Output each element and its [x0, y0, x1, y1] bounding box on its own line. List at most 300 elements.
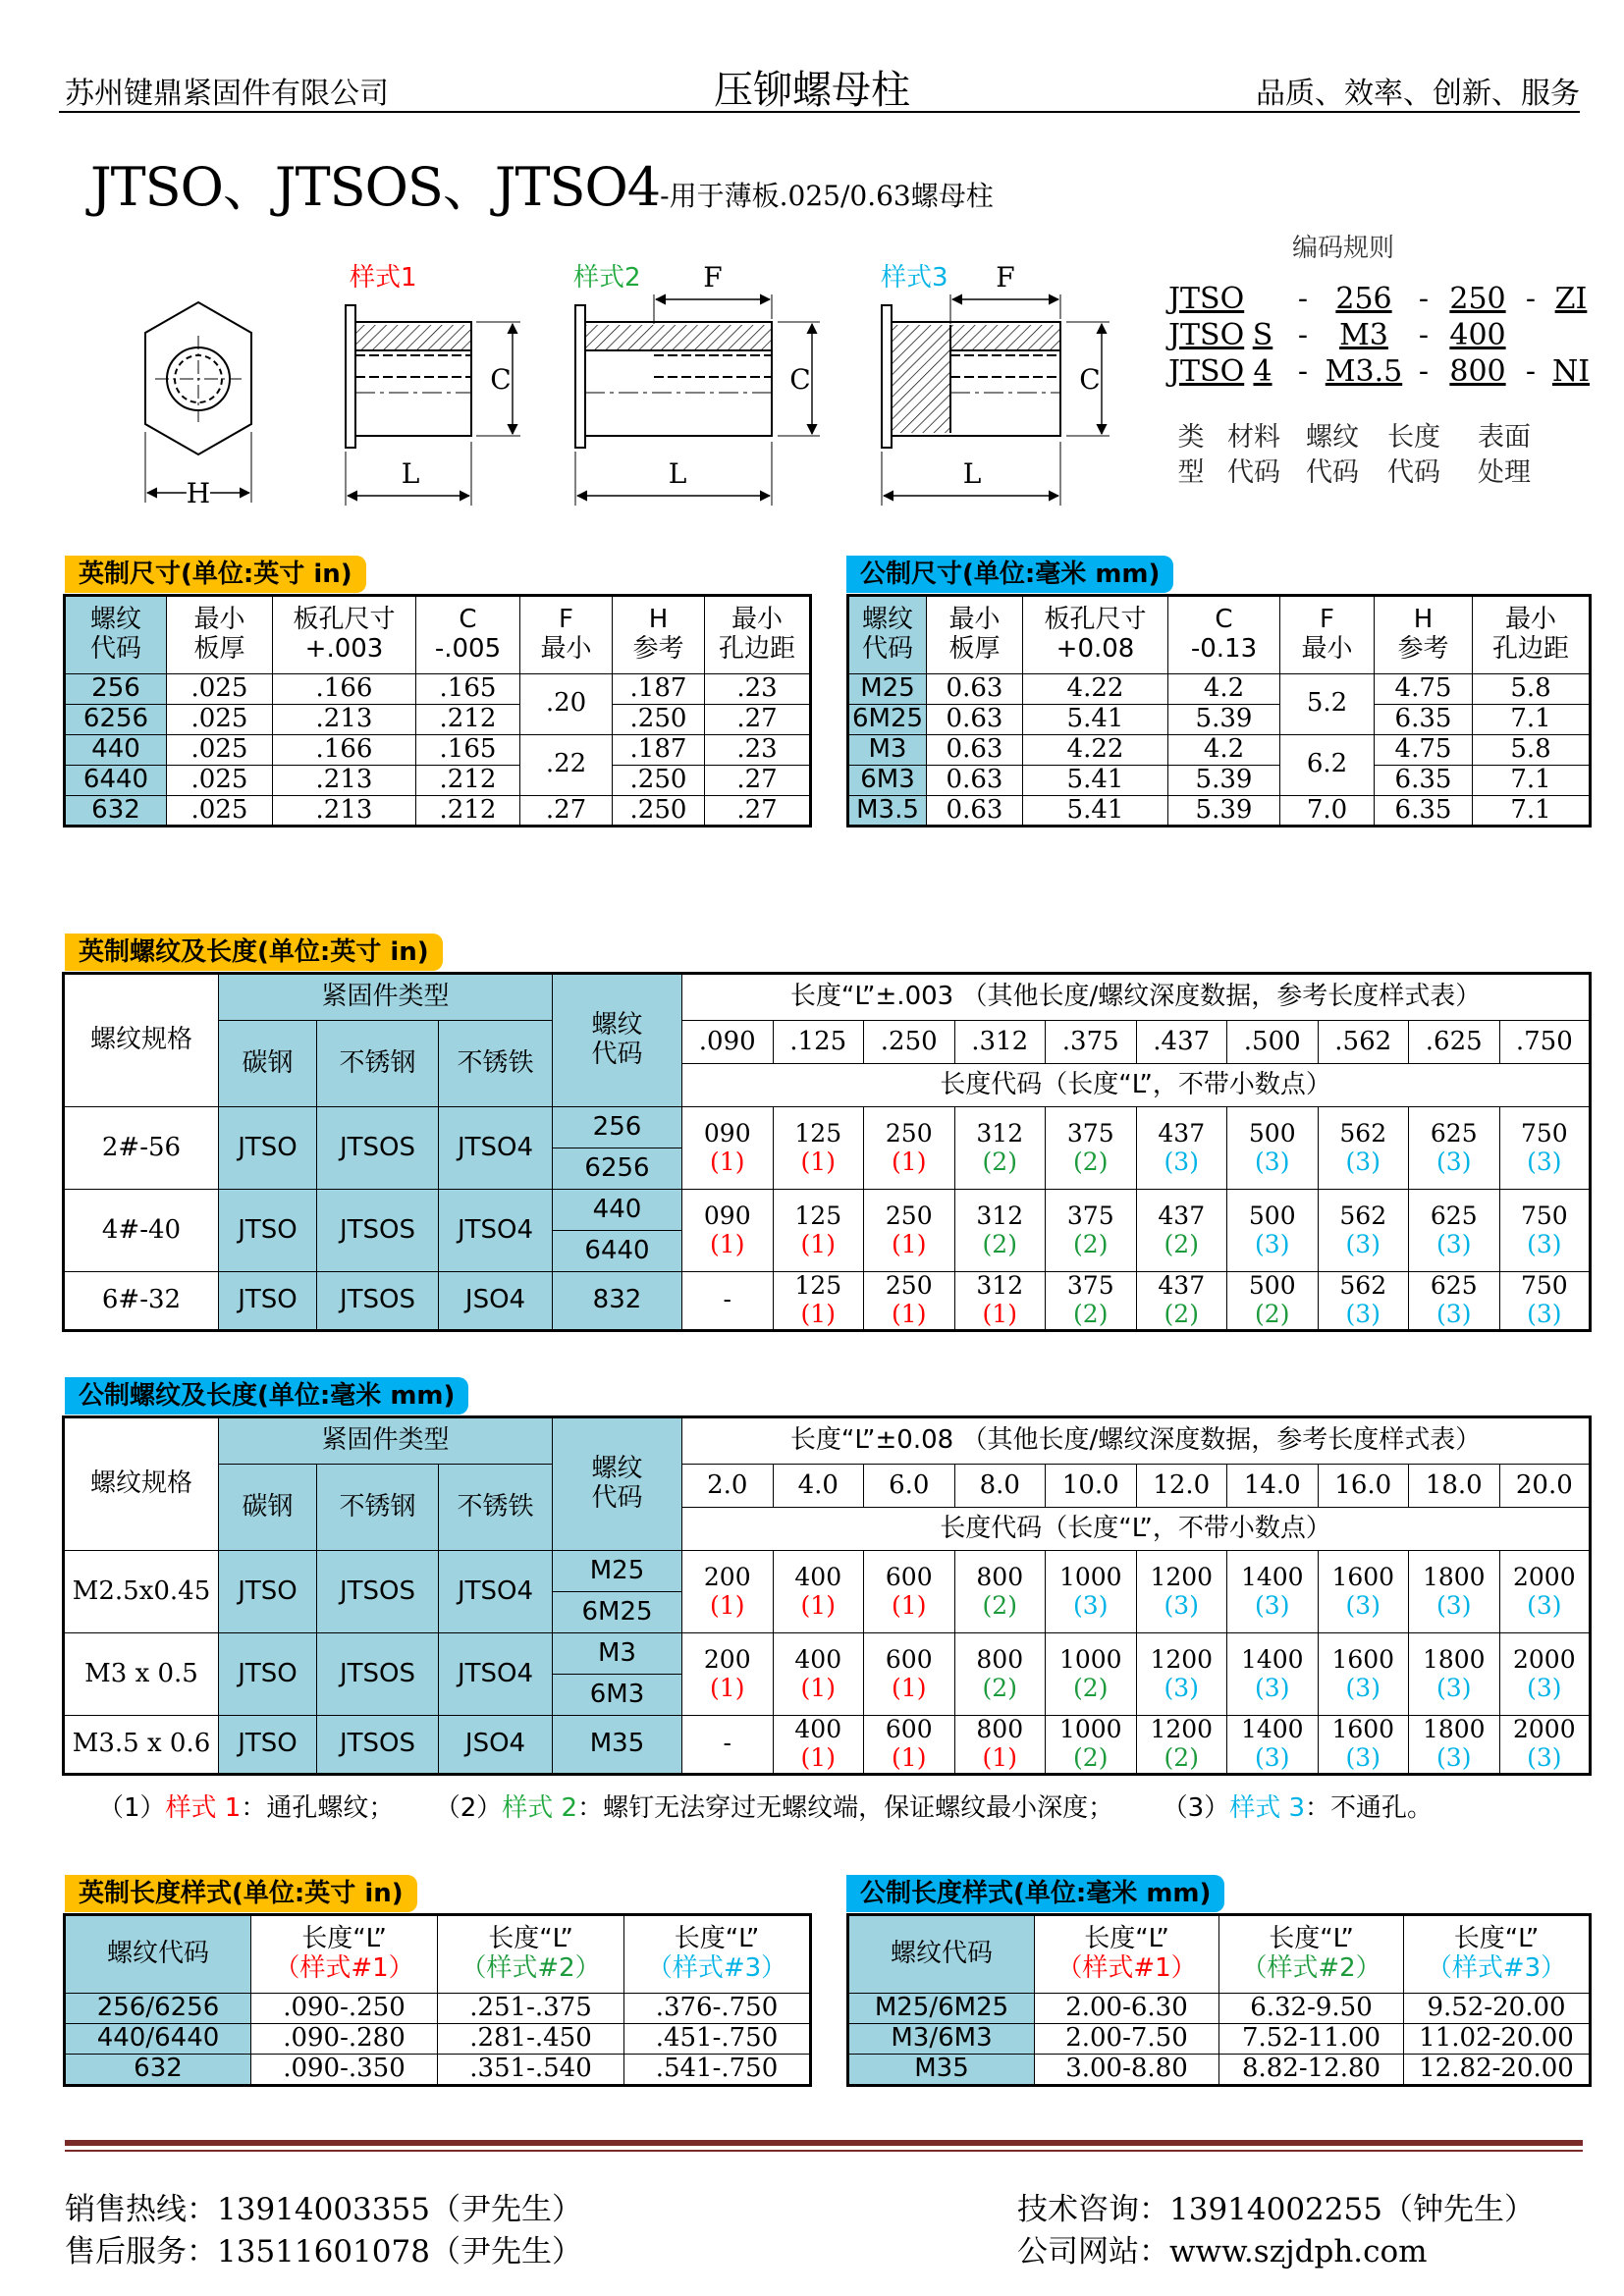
- length-code-header: 长度代码（长度“L”，不带小数点）: [682, 1064, 1591, 1107]
- style-marker: (1): [800, 1742, 836, 1772]
- code-caption-line: 型: [1177, 457, 1205, 488]
- length-code: 800: [976, 1644, 1024, 1674]
- style-marker: (3): [1527, 1742, 1562, 1772]
- table-cell: 0.63: [927, 674, 1023, 705]
- style-marker: (3): [1436, 1742, 1472, 1772]
- length-code-cell: [1136, 1716, 1227, 1775]
- code-token: -: [1525, 282, 1537, 316]
- style-marker: (3): [1073, 1590, 1109, 1620]
- code-token: M3.5: [1325, 354, 1403, 389]
- table-row: [848, 704, 1591, 734]
- table-cell: 0.63: [927, 795, 1023, 827]
- length-code: -: [723, 1729, 731, 1758]
- table-row: [64, 1190, 1591, 1231]
- length-code: 1800: [1422, 1562, 1486, 1591]
- header-line: 孔边距: [718, 634, 795, 664]
- style3-side-view: [882, 294, 1110, 506]
- stainless-iron-type: JSO4: [439, 1272, 553, 1331]
- header-line: 参考: [1397, 634, 1449, 664]
- length-code: 562: [1339, 1201, 1387, 1230]
- code-token: 256: [1335, 282, 1392, 316]
- length-value: .250: [864, 1021, 955, 1064]
- table-cell: 6.35: [1375, 795, 1473, 827]
- header-line: 长度“L”: [488, 1924, 573, 1954]
- table-cell: .187: [613, 674, 705, 705]
- style-marker: (2): [1255, 1299, 1290, 1328]
- length-code-cell: [1409, 1633, 1500, 1716]
- length-code: 1400: [1240, 1715, 1304, 1743]
- stainless-type: JTSOS: [317, 1107, 439, 1190]
- length-code: 2000: [1513, 1715, 1576, 1743]
- style-marker: (3): [1527, 1673, 1562, 1702]
- spec-header: 螺纹规格: [64, 974, 219, 1107]
- header-line: C: [1215, 605, 1233, 635]
- length-code-cell: [1227, 1272, 1319, 1331]
- length-code: 1400: [1240, 1562, 1304, 1591]
- style-marker: (3): [1527, 1229, 1562, 1258]
- length-code-cell: [954, 1633, 1046, 1716]
- table-cell: 5.8: [1473, 674, 1591, 705]
- code-caption-line: 螺纹: [1306, 422, 1359, 453]
- table-cell: .250: [613, 704, 705, 734]
- carbon-type: JTSO: [219, 1107, 317, 1190]
- length-code: 500: [1248, 1118, 1296, 1148]
- length-code: 750: [1520, 1118, 1568, 1148]
- code-line-1: [1168, 318, 1593, 352]
- header-cell: [65, 596, 167, 674]
- table-row: [64, 1551, 1591, 1592]
- table-row: [65, 704, 811, 734]
- slogan: 品质、效率、创新、服务: [1256, 77, 1580, 111]
- style-marker: (3): [1164, 1590, 1199, 1620]
- metric-lstyle-table: [846, 1913, 1592, 2087]
- style-marker: (1): [892, 1229, 927, 1258]
- dim-h: H: [186, 477, 211, 509]
- imperial-dims-table: [63, 594, 812, 828]
- header-line: 螺纹: [89, 605, 141, 635]
- length-code-cell: [864, 1107, 955, 1190]
- imperial-thread-table: [62, 972, 1592, 1332]
- table-cell: .27: [705, 795, 811, 827]
- dim-c-1: C: [490, 363, 512, 396]
- table-row: [65, 2023, 811, 2054]
- carbon-header: 碳钢: [219, 1465, 317, 1551]
- f-cell: 7.0: [1280, 795, 1375, 827]
- style-name: （样式#2）: [460, 1953, 601, 1983]
- note3-num: （3）: [1162, 1793, 1230, 1823]
- thread-spec: M3 x 0.5: [64, 1633, 219, 1716]
- style-marker: (1): [800, 1229, 836, 1258]
- table-cell: 6.35: [1375, 704, 1473, 734]
- web-label: 公司网站：: [1017, 2234, 1169, 2269]
- table-cell: 2.00-6.30: [1035, 1994, 1219, 2024]
- code-caption-line: 代码: [1306, 457, 1359, 488]
- table-row: [848, 765, 1591, 795]
- length-code-cell: [864, 1716, 955, 1775]
- header-cell: [416, 596, 520, 674]
- table-cell: .541-.750: [624, 2054, 811, 2085]
- code-token: S: [1252, 318, 1273, 352]
- style-marker: (3): [1527, 1590, 1562, 1620]
- header-row: [65, 596, 811, 674]
- length-code-cell: [1136, 1272, 1227, 1331]
- header-cell: [927, 596, 1023, 674]
- table-cell: 440/6440: [65, 2023, 251, 2054]
- style-marker: (3): [1436, 1147, 1472, 1176]
- footer-divider: [65, 2140, 1583, 2146]
- table-cell: .212: [416, 704, 520, 734]
- table-row: [65, 674, 811, 705]
- length-value: 18.0: [1409, 1465, 1500, 1508]
- table-cell: .250: [613, 765, 705, 795]
- header-line: 最小: [731, 605, 783, 635]
- header-line: 最小: [1301, 634, 1353, 664]
- style-marker: (3): [1527, 1147, 1562, 1176]
- carbon-header: 碳钢: [219, 1021, 317, 1107]
- length-value: 4.0: [773, 1465, 864, 1508]
- length-code: 250: [885, 1118, 933, 1148]
- metric-dims-table: [846, 594, 1592, 828]
- type-header: 紧固件类型: [219, 974, 553, 1021]
- style-marker: (3): [1436, 1299, 1472, 1328]
- code-caption-line: 材料: [1227, 422, 1280, 453]
- table-row: [64, 1716, 1591, 1775]
- table-cell: 440: [65, 734, 167, 765]
- thread-code: 6440: [553, 1231, 682, 1272]
- table-cell: .090-.280: [251, 2023, 438, 2054]
- style-marker: (3): [1345, 1742, 1380, 1772]
- style-marker: (1): [982, 1742, 1017, 1772]
- sales-hotline: [65, 2184, 582, 2228]
- header-line: C: [459, 605, 477, 635]
- length-code: 1400: [1240, 1644, 1304, 1674]
- thread-code: 6M25: [553, 1592, 682, 1633]
- style-marker: (2): [1164, 1742, 1199, 1772]
- note1-num: （1）: [98, 1793, 166, 1823]
- code-token: 4: [1253, 354, 1272, 389]
- thread-spec: 6#-32: [64, 1272, 219, 1331]
- length-code-cell: [1499, 1107, 1591, 1190]
- table-cell: 7.1: [1473, 765, 1591, 795]
- style-marker: (3): [1255, 1590, 1290, 1620]
- style-name: （样式#1）: [1056, 1953, 1197, 1983]
- style-marker: (1): [800, 1673, 836, 1702]
- length-value: .375: [1046, 1021, 1137, 1064]
- stainless-header: 不锈钢: [317, 1021, 439, 1107]
- company-name: 苏州键鼎紧固件有限公司: [65, 77, 389, 111]
- length-code-cell: [1409, 1107, 1500, 1190]
- table-cell: .212: [416, 765, 520, 795]
- lengths-row: [64, 1021, 1591, 1064]
- length-code-cell: [682, 1190, 774, 1272]
- length-code-cell: [1046, 1190, 1137, 1272]
- length-code: 1600: [1331, 1644, 1395, 1674]
- length-code-cell: [773, 1272, 864, 1331]
- style-marker: (2): [1164, 1229, 1199, 1258]
- carbon-type: JTSO: [219, 1716, 317, 1775]
- length-code-cell: [954, 1107, 1046, 1190]
- table-row: [64, 1272, 1591, 1331]
- length-code: 800: [976, 1715, 1024, 1743]
- stainless-header: 不锈钢: [317, 1465, 439, 1551]
- length-value: .312: [954, 1021, 1046, 1064]
- style-name: （样式#3）: [646, 1953, 787, 1983]
- stainless-iron-type: JTSO4: [439, 1190, 553, 1272]
- header-cell: [613, 596, 705, 674]
- length-code-cell: [682, 1551, 774, 1633]
- header-cell: [1168, 596, 1280, 674]
- stainless-iron-type: JTSO4: [439, 1551, 553, 1633]
- table-cell: 11.02-20.00: [1404, 2023, 1591, 2054]
- f-cell: .20: [520, 674, 613, 735]
- table-cell: .165: [416, 734, 520, 765]
- code-line-2: [1168, 354, 1593, 389]
- length-code: 500: [1248, 1201, 1296, 1230]
- length-code: 625: [1430, 1201, 1478, 1230]
- length-code-cell: [682, 1272, 774, 1331]
- length-code: 1000: [1058, 1644, 1122, 1674]
- length-code-cell: [1046, 1716, 1137, 1775]
- hex-top-view: [145, 302, 251, 503]
- length-value: .500: [1227, 1021, 1319, 1064]
- length-code-cell: [682, 1716, 774, 1775]
- length-code: 312: [976, 1118, 1024, 1148]
- length-code-cell: [1046, 1633, 1137, 1716]
- length-code-cell: [682, 1633, 774, 1716]
- length-value: .625: [1409, 1021, 1500, 1064]
- dim-c-3: C: [1079, 363, 1101, 396]
- length-code: 375: [1066, 1118, 1114, 1148]
- imperial-dims-label: 英制尺寸(单位:英寸 in): [65, 556, 366, 593]
- length-code: 600: [885, 1644, 933, 1674]
- header-line: 代码: [591, 1483, 643, 1513]
- code-line-0: [1168, 282, 1593, 316]
- code-caption-2: [1298, 420, 1367, 491]
- style1-side-view: [346, 305, 520, 506]
- sales-value: 13914003355（尹先生）: [217, 2192, 582, 2227]
- table-cell: 0.63: [927, 704, 1023, 734]
- style-marker: (2): [1073, 1673, 1109, 1702]
- style-marker: (1): [892, 1147, 927, 1176]
- header-line: 螺纹: [861, 605, 913, 635]
- table-row: [848, 674, 1591, 705]
- length-code: 2000: [1513, 1644, 1576, 1674]
- thread-spec: M3.5 x 0.6: [64, 1716, 219, 1775]
- thread-spec: 4#-40: [64, 1190, 219, 1272]
- thread-code: M35: [553, 1716, 682, 1775]
- style-marker: (3): [1255, 1673, 1290, 1702]
- table-cell: .376-.750: [624, 1994, 811, 2024]
- table-cell: .025: [167, 674, 273, 705]
- code-caption-1: [1219, 420, 1288, 491]
- length-code-cell: [682, 1107, 774, 1190]
- header-line: 孔边距: [1491, 634, 1569, 664]
- length-code: 400: [794, 1644, 842, 1674]
- code-header: 螺纹代码: [848, 1915, 1035, 1994]
- length-code: 600: [885, 1562, 933, 1591]
- style-marker: (3): [1527, 1299, 1562, 1328]
- length-code-cell: [954, 1272, 1046, 1331]
- code-header: [553, 974, 682, 1107]
- length-header: 长度“L”±.003 （其他长度/螺纹深度数据，参考长度样式表）: [682, 974, 1591, 1021]
- length-code-cell: [864, 1272, 955, 1331]
- spec-header: 螺纹规格: [64, 1417, 219, 1551]
- length-code: 437: [1158, 1271, 1206, 1300]
- style-marker: (1): [710, 1147, 745, 1176]
- header-line: -0.13: [1190, 634, 1258, 664]
- length-code: -: [723, 1285, 731, 1314]
- header-line: 板孔尺寸: [293, 605, 396, 635]
- table-cell: .23: [705, 734, 811, 765]
- table-cell: M3.5: [848, 795, 927, 827]
- metric-dims-label: 公制尺寸(单位:毫米 mm): [846, 556, 1173, 593]
- code-rules-title: 编码规则: [1292, 234, 1395, 263]
- length-code: 562: [1339, 1271, 1387, 1300]
- header-line: F: [559, 605, 573, 635]
- code-token: 250: [1449, 282, 1506, 316]
- length-code: 625: [1430, 1118, 1478, 1148]
- f-cell: 6.2: [1280, 734, 1375, 795]
- length-code-cell: [1409, 1190, 1500, 1272]
- length-code-cell: [1318, 1107, 1409, 1190]
- thread-code: 6256: [553, 1148, 682, 1190]
- code-caption-line: 代码: [1387, 457, 1440, 488]
- style-marker: (3): [1436, 1673, 1472, 1702]
- length-code: 1000: [1058, 1562, 1122, 1591]
- table-row: [65, 1994, 811, 2024]
- style-name: （样式#3）: [1426, 1953, 1567, 1983]
- style-marker: (3): [1345, 1673, 1380, 1702]
- length-code: 1600: [1331, 1715, 1395, 1743]
- length-code: 125: [794, 1201, 842, 1230]
- length-code-cell: [1499, 1190, 1591, 1272]
- length-code: 200: [703, 1644, 751, 1674]
- thread-code: 6M3: [553, 1675, 682, 1716]
- style-marker: (3): [1255, 1229, 1290, 1258]
- f-cell: .22: [520, 734, 613, 795]
- style-marker: (1): [710, 1673, 745, 1702]
- length-code-cell: [954, 1551, 1046, 1633]
- style-marker: (2): [1073, 1229, 1109, 1258]
- code-header: [553, 1417, 682, 1551]
- table-cell: .165: [416, 674, 520, 705]
- length-code: 400: [794, 1562, 842, 1591]
- style-marker: (2): [1164, 1299, 1199, 1328]
- sales-label: 销售热线：: [65, 2192, 217, 2227]
- table-cell: .025: [167, 734, 273, 765]
- table-row: [848, 795, 1591, 827]
- length-code: 600: [885, 1715, 933, 1743]
- table-cell: .213: [273, 765, 416, 795]
- page-title: 压铆螺母柱: [714, 68, 910, 113]
- header-cell: [520, 596, 613, 674]
- metric-thread-table: [62, 1415, 1592, 1776]
- header-line: 代码: [89, 634, 141, 664]
- length-code-cell: [1046, 1272, 1137, 1331]
- table-cell: .212: [416, 795, 520, 827]
- length-value: .750: [1499, 1021, 1591, 1064]
- header-cell: [1473, 596, 1591, 674]
- style-marker: (3): [1436, 1229, 1472, 1258]
- length-style-header: [438, 1915, 624, 1994]
- length-value: 12.0: [1136, 1465, 1227, 1508]
- code-caption-line: 代码: [1227, 457, 1280, 488]
- thread-code: M25: [553, 1551, 682, 1592]
- code-token: -: [1418, 282, 1430, 316]
- length-code-cell: [1046, 1551, 1137, 1633]
- length-value: 10.0: [1046, 1465, 1137, 1508]
- length-code: 400: [794, 1715, 842, 1743]
- table-cell: 4.2: [1168, 674, 1280, 705]
- length-code: 1800: [1422, 1715, 1486, 1743]
- table-row: [64, 1633, 1591, 1675]
- header-line: +.003: [304, 634, 384, 664]
- length-value: 2.0: [682, 1465, 774, 1508]
- table-row: [848, 2054, 1591, 2085]
- table-cell: 6440: [65, 765, 167, 795]
- web-value[interactable]: www.szjdph.com: [1169, 2234, 1428, 2269]
- header-line: 参考: [632, 634, 684, 664]
- length-value: .437: [1136, 1021, 1227, 1064]
- length-code-header: 长度代码（长度“L”，不带小数点）: [682, 1508, 1591, 1551]
- length-value: .125: [773, 1021, 864, 1064]
- length-style-header: [1035, 1915, 1219, 1994]
- length-code-cell: [1499, 1633, 1591, 1716]
- header-row: [64, 974, 1591, 1021]
- length-code-cell: [1227, 1551, 1319, 1633]
- stainless-iron-header: 不锈铁: [439, 1021, 553, 1107]
- length-code: 090: [703, 1118, 751, 1148]
- style2-label: 样式2: [573, 263, 641, 293]
- length-code-cell: [1136, 1551, 1227, 1633]
- length-code-cell: [864, 1551, 955, 1633]
- tech-support: [1017, 2184, 1535, 2228]
- thread-code: 256: [553, 1107, 682, 1148]
- style-marker: (2): [982, 1673, 1017, 1702]
- length-code-cell: [1318, 1551, 1409, 1633]
- code-token: -: [1297, 354, 1309, 389]
- note1-text: ：通孔螺纹；: [241, 1793, 395, 1823]
- length-code-cell: [773, 1190, 864, 1272]
- length-code: 500: [1248, 1271, 1296, 1300]
- table-cell: .025: [167, 704, 273, 734]
- imperial-lstyle-table: [63, 1913, 812, 2087]
- code-caption-0: [1157, 420, 1225, 491]
- table-row: [65, 765, 811, 795]
- table-cell: M35: [848, 2054, 1035, 2085]
- thread-spec: M2.5x0.45: [64, 1551, 219, 1633]
- length-code: 1200: [1150, 1562, 1214, 1591]
- style-marker: (3): [1345, 1590, 1380, 1620]
- header-line: 代码: [591, 1040, 643, 1069]
- length-code: 1200: [1150, 1715, 1214, 1743]
- length-code-cell: [1409, 1551, 1500, 1633]
- style-marker: (1): [892, 1673, 927, 1702]
- carbon-type: JTSO: [219, 1272, 317, 1331]
- style-marker: (1): [800, 1299, 836, 1328]
- table-cell: .166: [273, 674, 416, 705]
- length-code: 625: [1430, 1271, 1478, 1300]
- website: [1017, 2226, 1428, 2270]
- table-cell: 4.22: [1023, 734, 1168, 765]
- length-code: 200: [703, 1562, 751, 1591]
- stainless-type: JTSOS: [317, 1633, 439, 1716]
- length-code-cell: [773, 1107, 864, 1190]
- table-cell: .351-.540: [438, 2054, 624, 2085]
- length-code: 1000: [1058, 1715, 1122, 1743]
- code-caption-3: [1380, 420, 1448, 491]
- table-cell: .281-.450: [438, 2023, 624, 2054]
